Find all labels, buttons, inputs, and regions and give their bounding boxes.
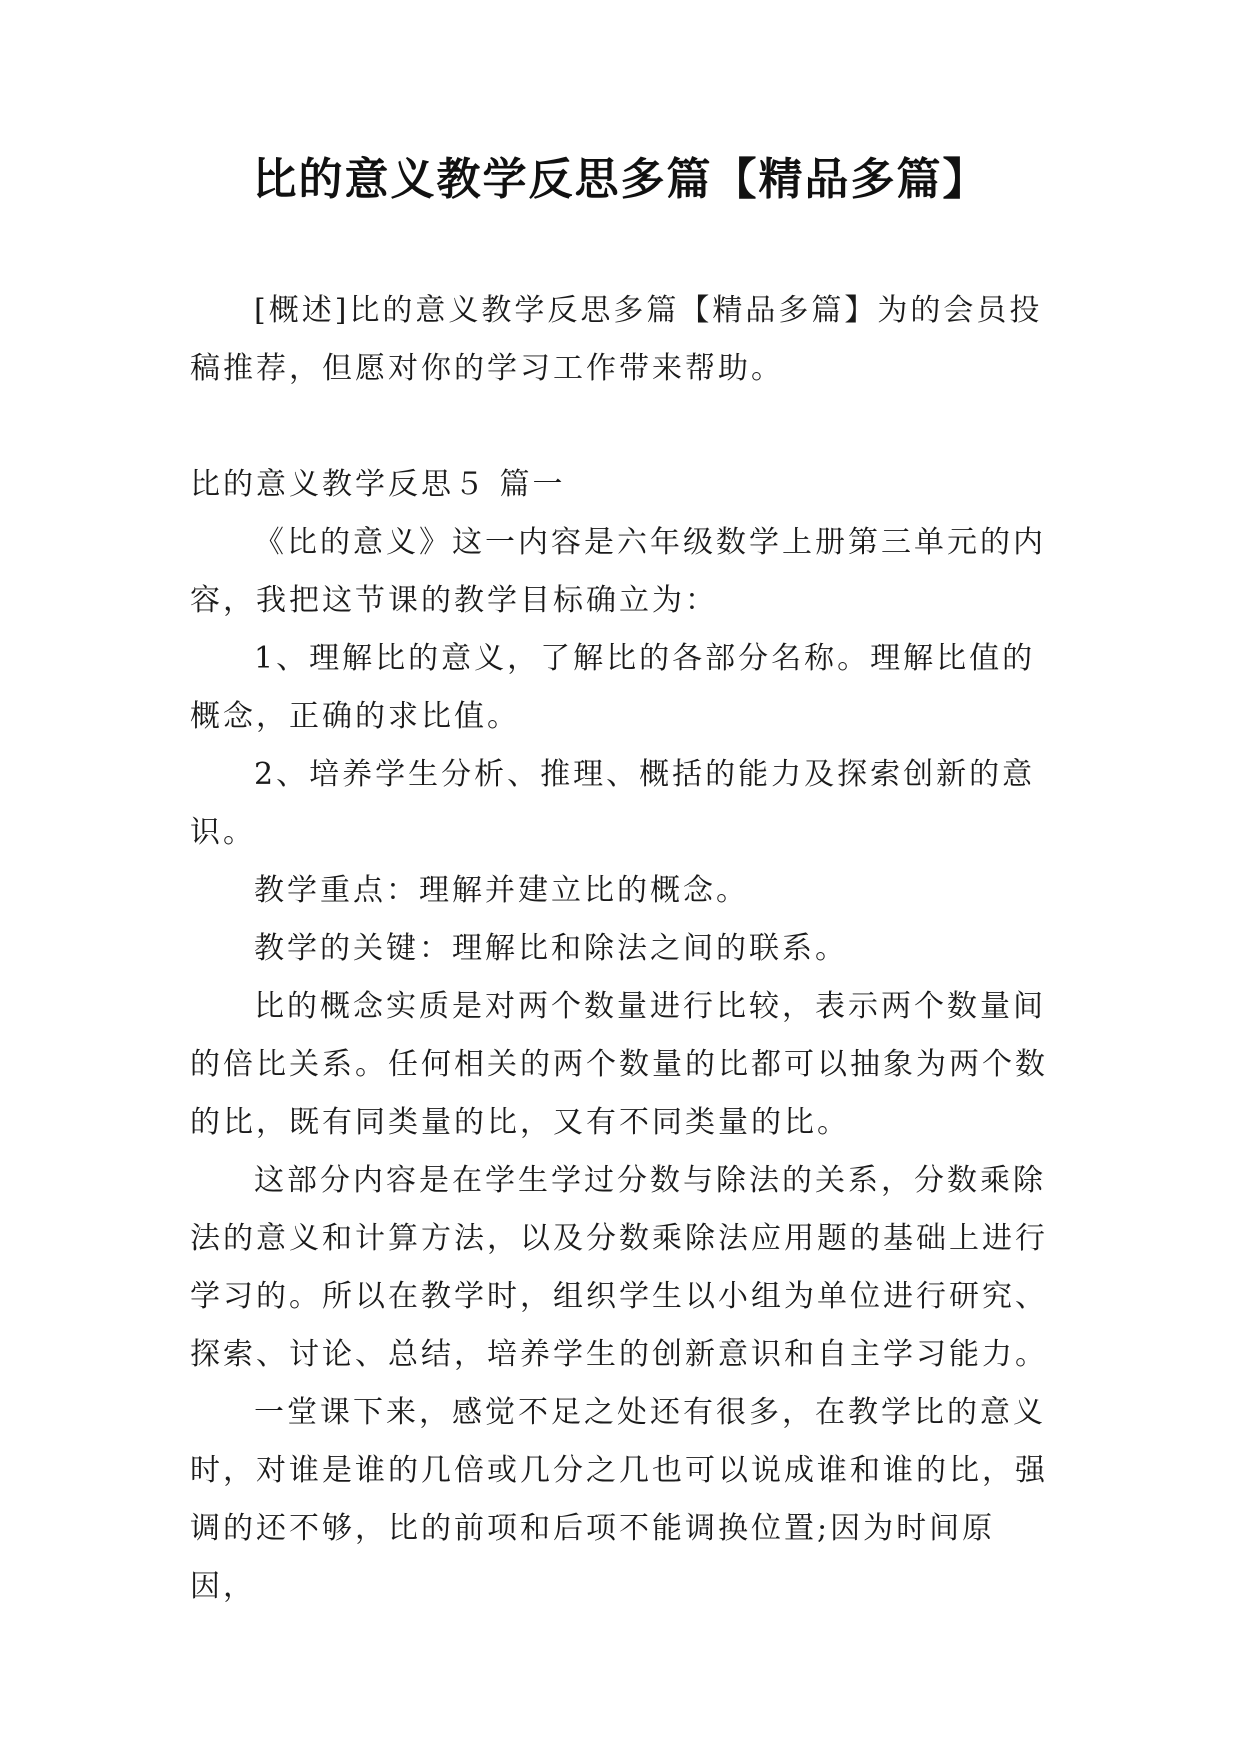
body-paragraph: 比的概念实质是对两个数量进行比较，表示两个数量间的倍比关系。任何相关的两个数量的比都可以抽象为两个数的比，既有同类量的比，又有不同类量的比。 [190, 989, 1048, 1140]
document-body [190, 282, 1050, 1616]
body-paragraph: 一堂课下来，感觉不足之处还有很多，在教学比的意义时，对谁是谁的几倍或几分之几也可以说成谁和谁的比，强调的还不够，比的前项和后项不能调换位置;因为时间原因， [190, 1395, 1048, 1604]
body-paragraph: 这部分内容是在学生学过分数与除法的关系，分数乘除法的意义和计算方法，以及分数乘除法应用题的基础上进行学习的。所以在教学时，组织学生以小组为单位进行研究、探索、讨论、总结，培养学生的创新意识和自主学习能力。 [190, 1163, 1048, 1372]
body-paragraph: 《比的意义》这一内容是六年级数学上册第三单元的内容，我把这节课的教学目标确立为： [190, 525, 1046, 618]
body-paragraph: 教学的关键：理解比和除法之间的联系。 [254, 931, 848, 966]
body-paragraph: 2、培养学生分析、推理、概括的能力及探索创新的意识。 [190, 757, 1036, 850]
summary-paragraph: [概述]比的意义教学反思多篇【精品多篇】为的会员投稿推荐，但愿对你的学习工作带来帮助。 [190, 293, 1043, 386]
body-paragraph: 1、理解比的意义，了解比的各部分名称。理解比值的概念，正确的求比值。 [190, 641, 1036, 734]
section-heading: 比的意义教学反思５ 篇一 [190, 467, 566, 502]
body-paragraph: 教学重点：理解并建立比的概念。 [254, 873, 749, 908]
document-title: 比的意义教学反思多篇【精品多篇】 [252, 154, 989, 205]
